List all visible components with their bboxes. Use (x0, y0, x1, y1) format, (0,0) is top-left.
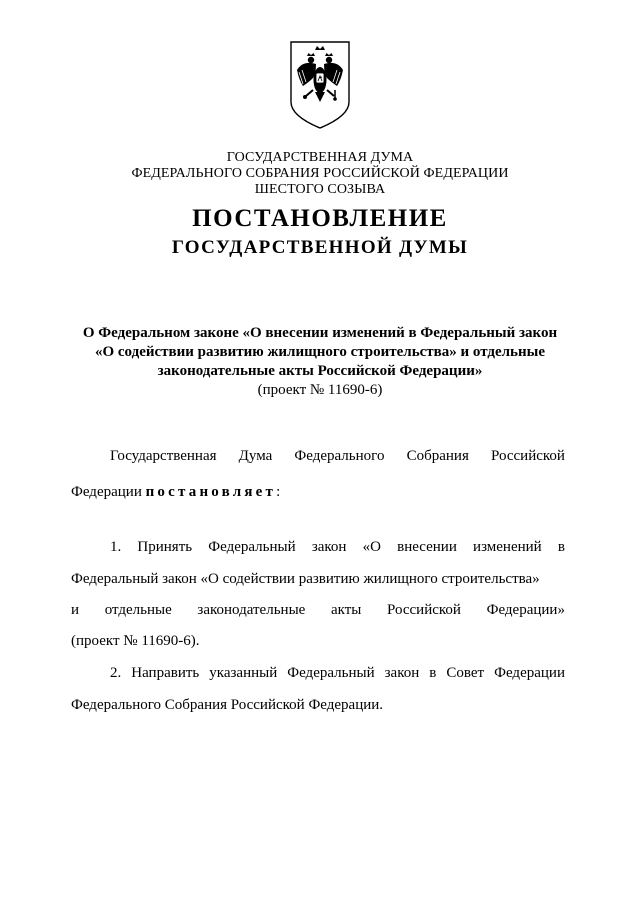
item-1-word: Российской (387, 602, 461, 618)
preamble-word: Дума (238, 448, 273, 464)
item-2-word: Федерации (494, 665, 565, 681)
item-2-line-2: Федерального Собрания Российской Федерации. (71, 697, 384, 713)
item-1-word: и (71, 602, 80, 618)
document-title: ПОСТАНОВЛЕНИЕ (192, 205, 448, 232)
preamble-line-1 (110, 447, 565, 465)
document-subtitle: ГОСУДАРСТВЕННОЙ ДУМЫ (171, 237, 469, 258)
item-1-line-1 (110, 538, 565, 556)
preamble-line-2 (71, 483, 280, 501)
subject-line-1: О Федеральном законе «О внесении изменений в Федеральный закон (82, 325, 558, 341)
preamble-word: Российской (491, 448, 565, 464)
preamble-resolves: постановляет (145, 484, 277, 500)
item-1-word: 1. (110, 539, 122, 555)
item-1-word: в (557, 539, 565, 555)
item-2-word: Направить (131, 665, 200, 681)
subject-project-number: (проект № 11690-6) (257, 382, 383, 398)
item-1-word: внесении (397, 539, 457, 555)
item-1-word: законодательные (197, 602, 306, 618)
preamble-word: Государственная (110, 448, 217, 464)
item-1-word: отдельные (104, 602, 172, 618)
item-1-line-2: Федеральный закон «О содействии развитию жилищного строительства» (71, 571, 540, 587)
item-1-word: закон (311, 539, 347, 555)
item-1-word: «О (362, 539, 381, 555)
coat-of-arms-emblem (289, 40, 351, 130)
preamble-federation: Федерации (71, 484, 142, 500)
subject-line-2: «О содействии развитию жилищного строительства» и отдельные (94, 344, 545, 360)
item-1-word: Принять (137, 539, 193, 555)
preamble-word: Собрания (406, 448, 469, 464)
header-line-duma: ГОСУДАРСТВЕННАЯ ДУМА (226, 150, 414, 165)
item-1-word: акты (330, 602, 362, 618)
item-1-word: Федеральный (208, 539, 296, 555)
item-1-word: изменений (473, 539, 542, 555)
item-2-line-1 (110, 664, 565, 682)
header-line-assembly: ФЕДЕРАЛЬНОГО СОБРАНИЯ РОССИЙСКОЙ ФЕДЕРАЦИИ (131, 166, 509, 181)
item-1-line-4: (проект № 11690-6). (71, 633, 200, 649)
item-1-line-3 (71, 601, 565, 619)
preamble-colon: : (276, 484, 281, 500)
header-line-convocation: ШЕСТОГО СОЗЫВА (254, 182, 386, 197)
subject-line-3: законодательные акты Российской Федерации» (157, 363, 483, 379)
preamble-word: Федерального (294, 448, 385, 464)
item-2-word: закон (384, 665, 420, 681)
item-1-word: Федерации» (486, 602, 565, 618)
item-2-word: Федеральный (287, 665, 375, 681)
item-2-word: указанный (209, 665, 278, 681)
item-2-word: 2. (110, 665, 122, 681)
item-2-word: в (429, 665, 437, 681)
russian-coat-of-arms-icon (289, 40, 351, 130)
item-2-word: Совет (446, 665, 485, 681)
